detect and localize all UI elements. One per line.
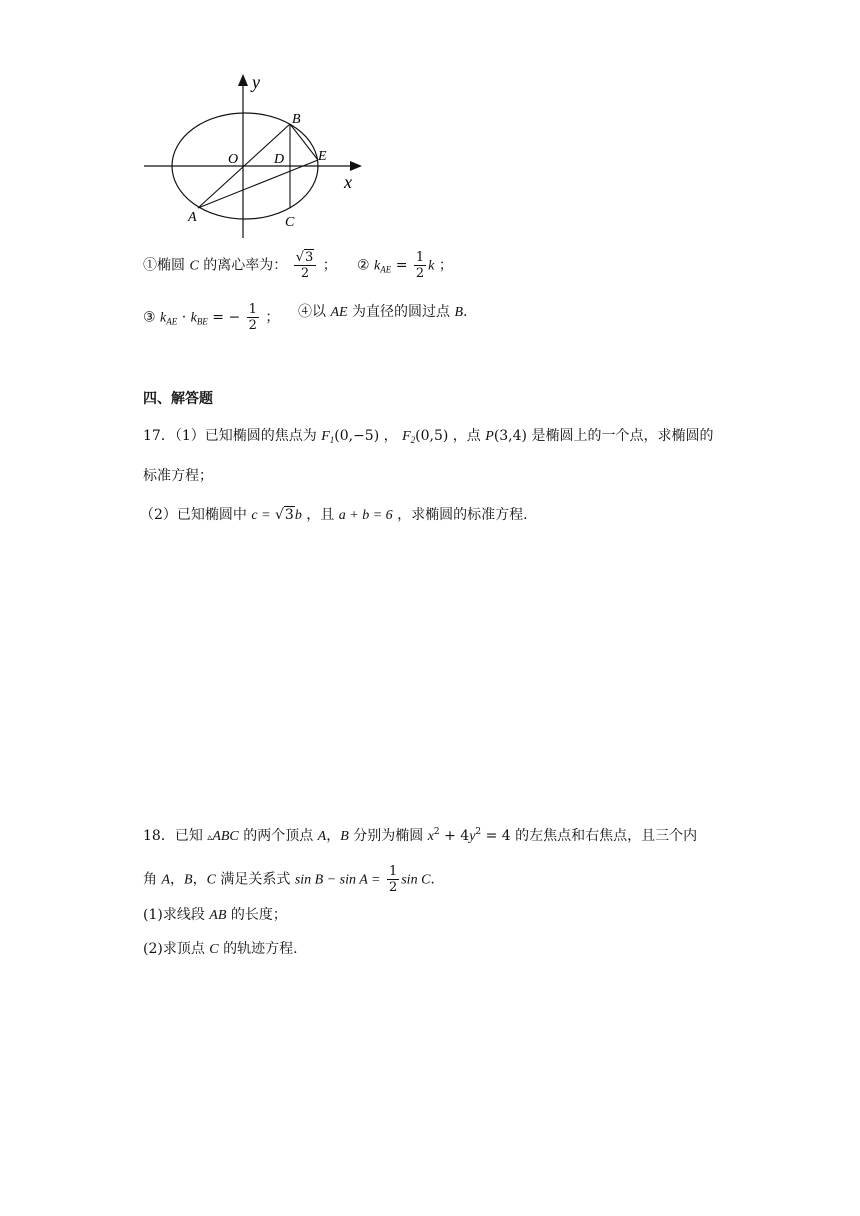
q18-C2: C [206, 872, 216, 888]
option-3-end: ； [265, 309, 280, 326]
triangle-icon: ▵ [207, 832, 213, 843]
option-2-denominator: 2 [415, 266, 425, 281]
option-3-k2: k [190, 310, 197, 326]
option-3 [143, 302, 279, 333]
option-2-sub: AE [380, 264, 392, 275]
option-2-numerator: 1 [415, 250, 425, 265]
option-4-AE: AE [330, 305, 348, 320]
q18-text-c: 分别为椭圆 [353, 828, 424, 844]
option-3-numerator: 1 [248, 302, 257, 317]
q18-eq-y: y [469, 829, 476, 844]
q17-c-eq: c = [251, 508, 271, 523]
q17-F1: F [321, 429, 330, 444]
x-axis-arrow [350, 161, 362, 171]
q17-F2-sub: 2 [410, 435, 416, 445]
q18-text-d: 的左焦点和右焦点，且三个内 [515, 828, 698, 844]
q18-B: B [340, 829, 349, 844]
q18-eq-y-sup: 2 [475, 827, 482, 837]
q17-comma: ， [383, 428, 398, 444]
q18-part1-text-b: 的长度； [230, 907, 287, 923]
option-1 [143, 250, 337, 281]
option-1-fraction: $\frac{√3}{2}$ [294, 250, 317, 281]
option-1-prefix: ①椭圆 [143, 257, 185, 274]
q18-line2-end: . [430, 871, 435, 888]
q18-sep2: ， [170, 871, 185, 888]
option-4-text1: ④以 [298, 304, 326, 320]
option-2-k: k [374, 258, 381, 274]
q18-part2-C: C [209, 942, 219, 957]
y-axis-arrow [238, 74, 248, 86]
q18-text-f: 满足关系式 [220, 871, 291, 888]
q17-P-coord: (3,4) [493, 428, 528, 444]
option-4-text2: 为直径的圆过点 [352, 304, 451, 320]
q17-text-a: 17．（1）已知椭圆的焦点为 [143, 428, 317, 444]
q18-text-a: 18．已知 [143, 828, 203, 844]
option-3-dot: · [181, 309, 187, 326]
q18-sep3: ， [192, 871, 207, 888]
q18-text-b: 的两个顶点 [243, 828, 314, 844]
option-4 [298, 302, 467, 323]
q17-line-3 [140, 505, 528, 526]
q18-relation-right: sin C [401, 872, 431, 888]
option-1-numerator: 3 [305, 250, 314, 265]
q18-eq-end: = 4 [481, 828, 511, 844]
q18-part2-text-a: (2)求顶点 [143, 941, 205, 957]
q17-sqrt-val: 3 [284, 507, 294, 523]
q18-sep: ， [326, 828, 341, 844]
q17-line-1 [143, 426, 713, 450]
q17-text-c: 是椭圆上的一个点，求椭圆的 [531, 428, 714, 444]
option-2-k2: k [428, 258, 435, 274]
q18-denominator: 2 [388, 880, 398, 895]
q18-fraction [387, 864, 399, 895]
option-1-text: 的离心率为： [203, 257, 288, 274]
q18-ABC: ABC [212, 829, 239, 844]
label-E: E [318, 149, 327, 164]
q18-part1-AB: AB [209, 908, 227, 923]
q17-F2: F [402, 429, 411, 444]
q17-F1-sub: 1 [329, 435, 335, 445]
q17-part2-text-c: ，求椭圆的标准方程. [397, 507, 528, 523]
option-3-sub1: AE [166, 316, 178, 327]
label-A: A [188, 210, 197, 225]
q17-F2-coord: (0,5) [415, 428, 449, 444]
q18-relation-left: sin B − sin A = [294, 872, 381, 888]
option-1-ellipse-name: C [189, 258, 199, 274]
option-3-sub2: BE [196, 316, 208, 327]
option-3-eq: = − [212, 309, 241, 326]
q18-part-2 [143, 939, 298, 960]
q17-ab-eq: a + b = 6 [338, 508, 393, 523]
section-title: 四、解答题 [143, 391, 213, 407]
q18-A2: A [161, 872, 171, 888]
ellipse-figure [140, 68, 370, 238]
q17-F1-coord: (0,−5) [334, 428, 380, 444]
option-2-fraction [414, 250, 426, 281]
q17-b: b [294, 508, 302, 523]
q18-eq-mid: + 4 [439, 828, 470, 844]
q18-B2: B [184, 872, 193, 888]
label-axis-y: y [252, 72, 260, 92]
option-1-end: ； [322, 257, 337, 274]
segment-BE [290, 124, 318, 160]
q18-line-1 [143, 822, 697, 848]
q18-A: A [317, 829, 327, 844]
option-4-B: B [454, 305, 464, 320]
q18-numerator: 1 [388, 864, 398, 879]
q18-part1-text-a: (1)求线段 [143, 907, 205, 923]
option-1-denominator: 2 [300, 266, 310, 281]
q17-part2-text-b: ，且 [306, 507, 335, 523]
option-2 [357, 250, 453, 281]
option-2-prefix: ② [357, 257, 370, 274]
q17-text-b: ，点 [452, 428, 481, 444]
label-C: C [285, 215, 295, 230]
option-4-end: . [463, 304, 468, 320]
label-D: D [274, 152, 285, 167]
q17-P: P [485, 429, 494, 444]
option-3-k1: k [160, 310, 167, 326]
q17-sqrt: √3 [275, 507, 294, 523]
q18-part-1 [143, 905, 287, 926]
label-axis-x: x [344, 172, 352, 192]
option-3-fraction [247, 302, 259, 333]
label-O: O [228, 152, 239, 167]
q18-eq-x: x [427, 829, 434, 844]
q18-part2-text-b: 的轨迹方程. [223, 941, 298, 957]
q17-part2-text-a: （2）已知椭圆中 [140, 507, 247, 523]
q17-line-2: 标准方程； [143, 468, 213, 484]
q18-eq-x-sup: 2 [433, 827, 440, 837]
option-2-end: ； [438, 257, 453, 274]
q18-text-e: 角 [143, 871, 157, 888]
label-B: B [292, 112, 301, 127]
option-3-prefix: ③ [143, 309, 156, 326]
q18-line-2 [143, 864, 435, 895]
option-3-denominator: 2 [248, 318, 257, 333]
option-2-eq: = [395, 257, 408, 274]
